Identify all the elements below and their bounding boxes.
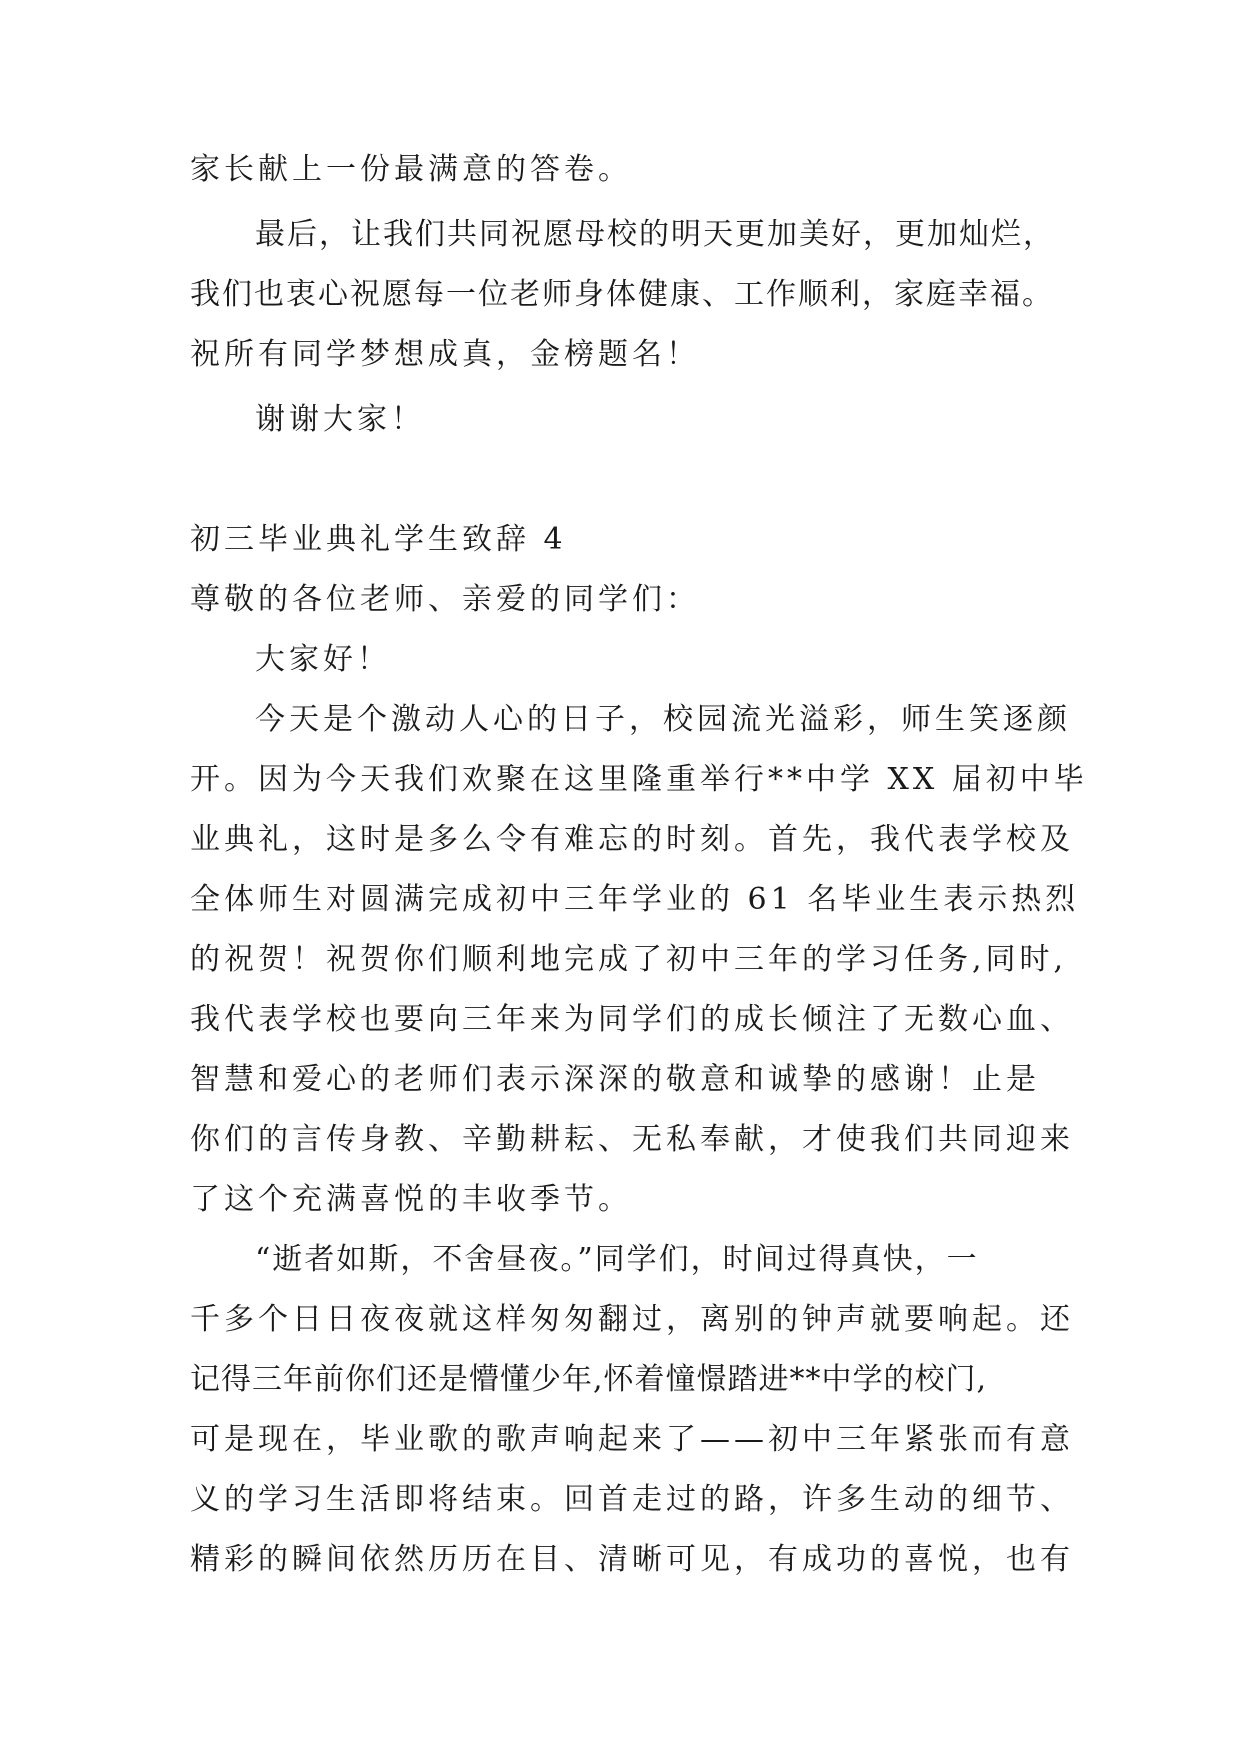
paragraph-line: 开。因为今天我们欢聚在这里隆重举行**中学 XX 届初中毕 <box>190 762 1088 797</box>
section-heading: 初三毕业典礼学生致辞 4 <box>190 522 567 557</box>
salutation: 尊敬的各位老师、亲爱的同学们： <box>190 582 700 617</box>
paragraph-line: 智慧和爱心的老师们表示深深的敬意和诚挚的感谢！止是 <box>190 1062 1040 1097</box>
paragraph-line: 记得三年前你们还是懵懂少年,怀着憧憬踏进**中学的校门, <box>190 1362 988 1397</box>
paragraph-line: 你们的言传身教、辛勤耕耘、无私奉献，才使我们共同迎来 <box>190 1122 1074 1157</box>
paragraph-line: 家长献上一份最满意的答卷。 <box>190 152 632 187</box>
paragraph-line: 我们也衷心祝愿每一位老师身体健康、工作顺利，家庭幸福。 <box>190 277 1054 312</box>
paragraph-line: 千多个日日夜夜就这样匆匆翻过，离别的钟声就要响起。还 <box>190 1302 1074 1337</box>
paragraph-line: 业典礼，这时是多么令有难忘的时刻。首先，我代表学校及 <box>190 822 1074 857</box>
greeting: 大家好！ <box>255 642 391 677</box>
paragraph-line: 的祝贺！祝贺你们顺利地完成了初中三年的学习任务,同时, <box>190 942 1068 977</box>
paragraph-line: 了这个充满喜悦的丰收季节。 <box>190 1182 632 1217</box>
paragraph-line: 祝所有同学梦想成真，金榜题名！ <box>190 337 700 372</box>
paragraph-line: 谢谢大家！ <box>255 402 425 437</box>
paragraph-line: 最后，让我们共同祝愿母校的明天更加美好，更加灿烂， <box>255 217 1055 252</box>
paragraph-line: 全体师生对圆满完成初中三年学业的 61 名毕业生表示热烈 <box>190 882 1080 917</box>
paragraph-line: 今天是个激动人心的日子，校园流光溢彩，师生笑逐颜 <box>255 702 1071 737</box>
paragraph-line: 可是现在，毕业歌的歌声响起来了——初中三年紧张而有意 <box>190 1422 1074 1457</box>
paragraph-line: “逝者如斯，不舍昼夜。”同学们，时间过得真快，一 <box>255 1242 979 1277</box>
paragraph-line: 我代表学校也要向三年来为同学们的成长倾注了无数心血、 <box>190 1002 1074 1037</box>
paragraph-line: 义的学习生活即将结束。回首走过的路，许多生动的细节、 <box>190 1482 1074 1517</box>
paragraph-line: 精彩的瞬间依然历历在目、清晰可见，有成功的喜悦，也有 <box>190 1542 1074 1577</box>
